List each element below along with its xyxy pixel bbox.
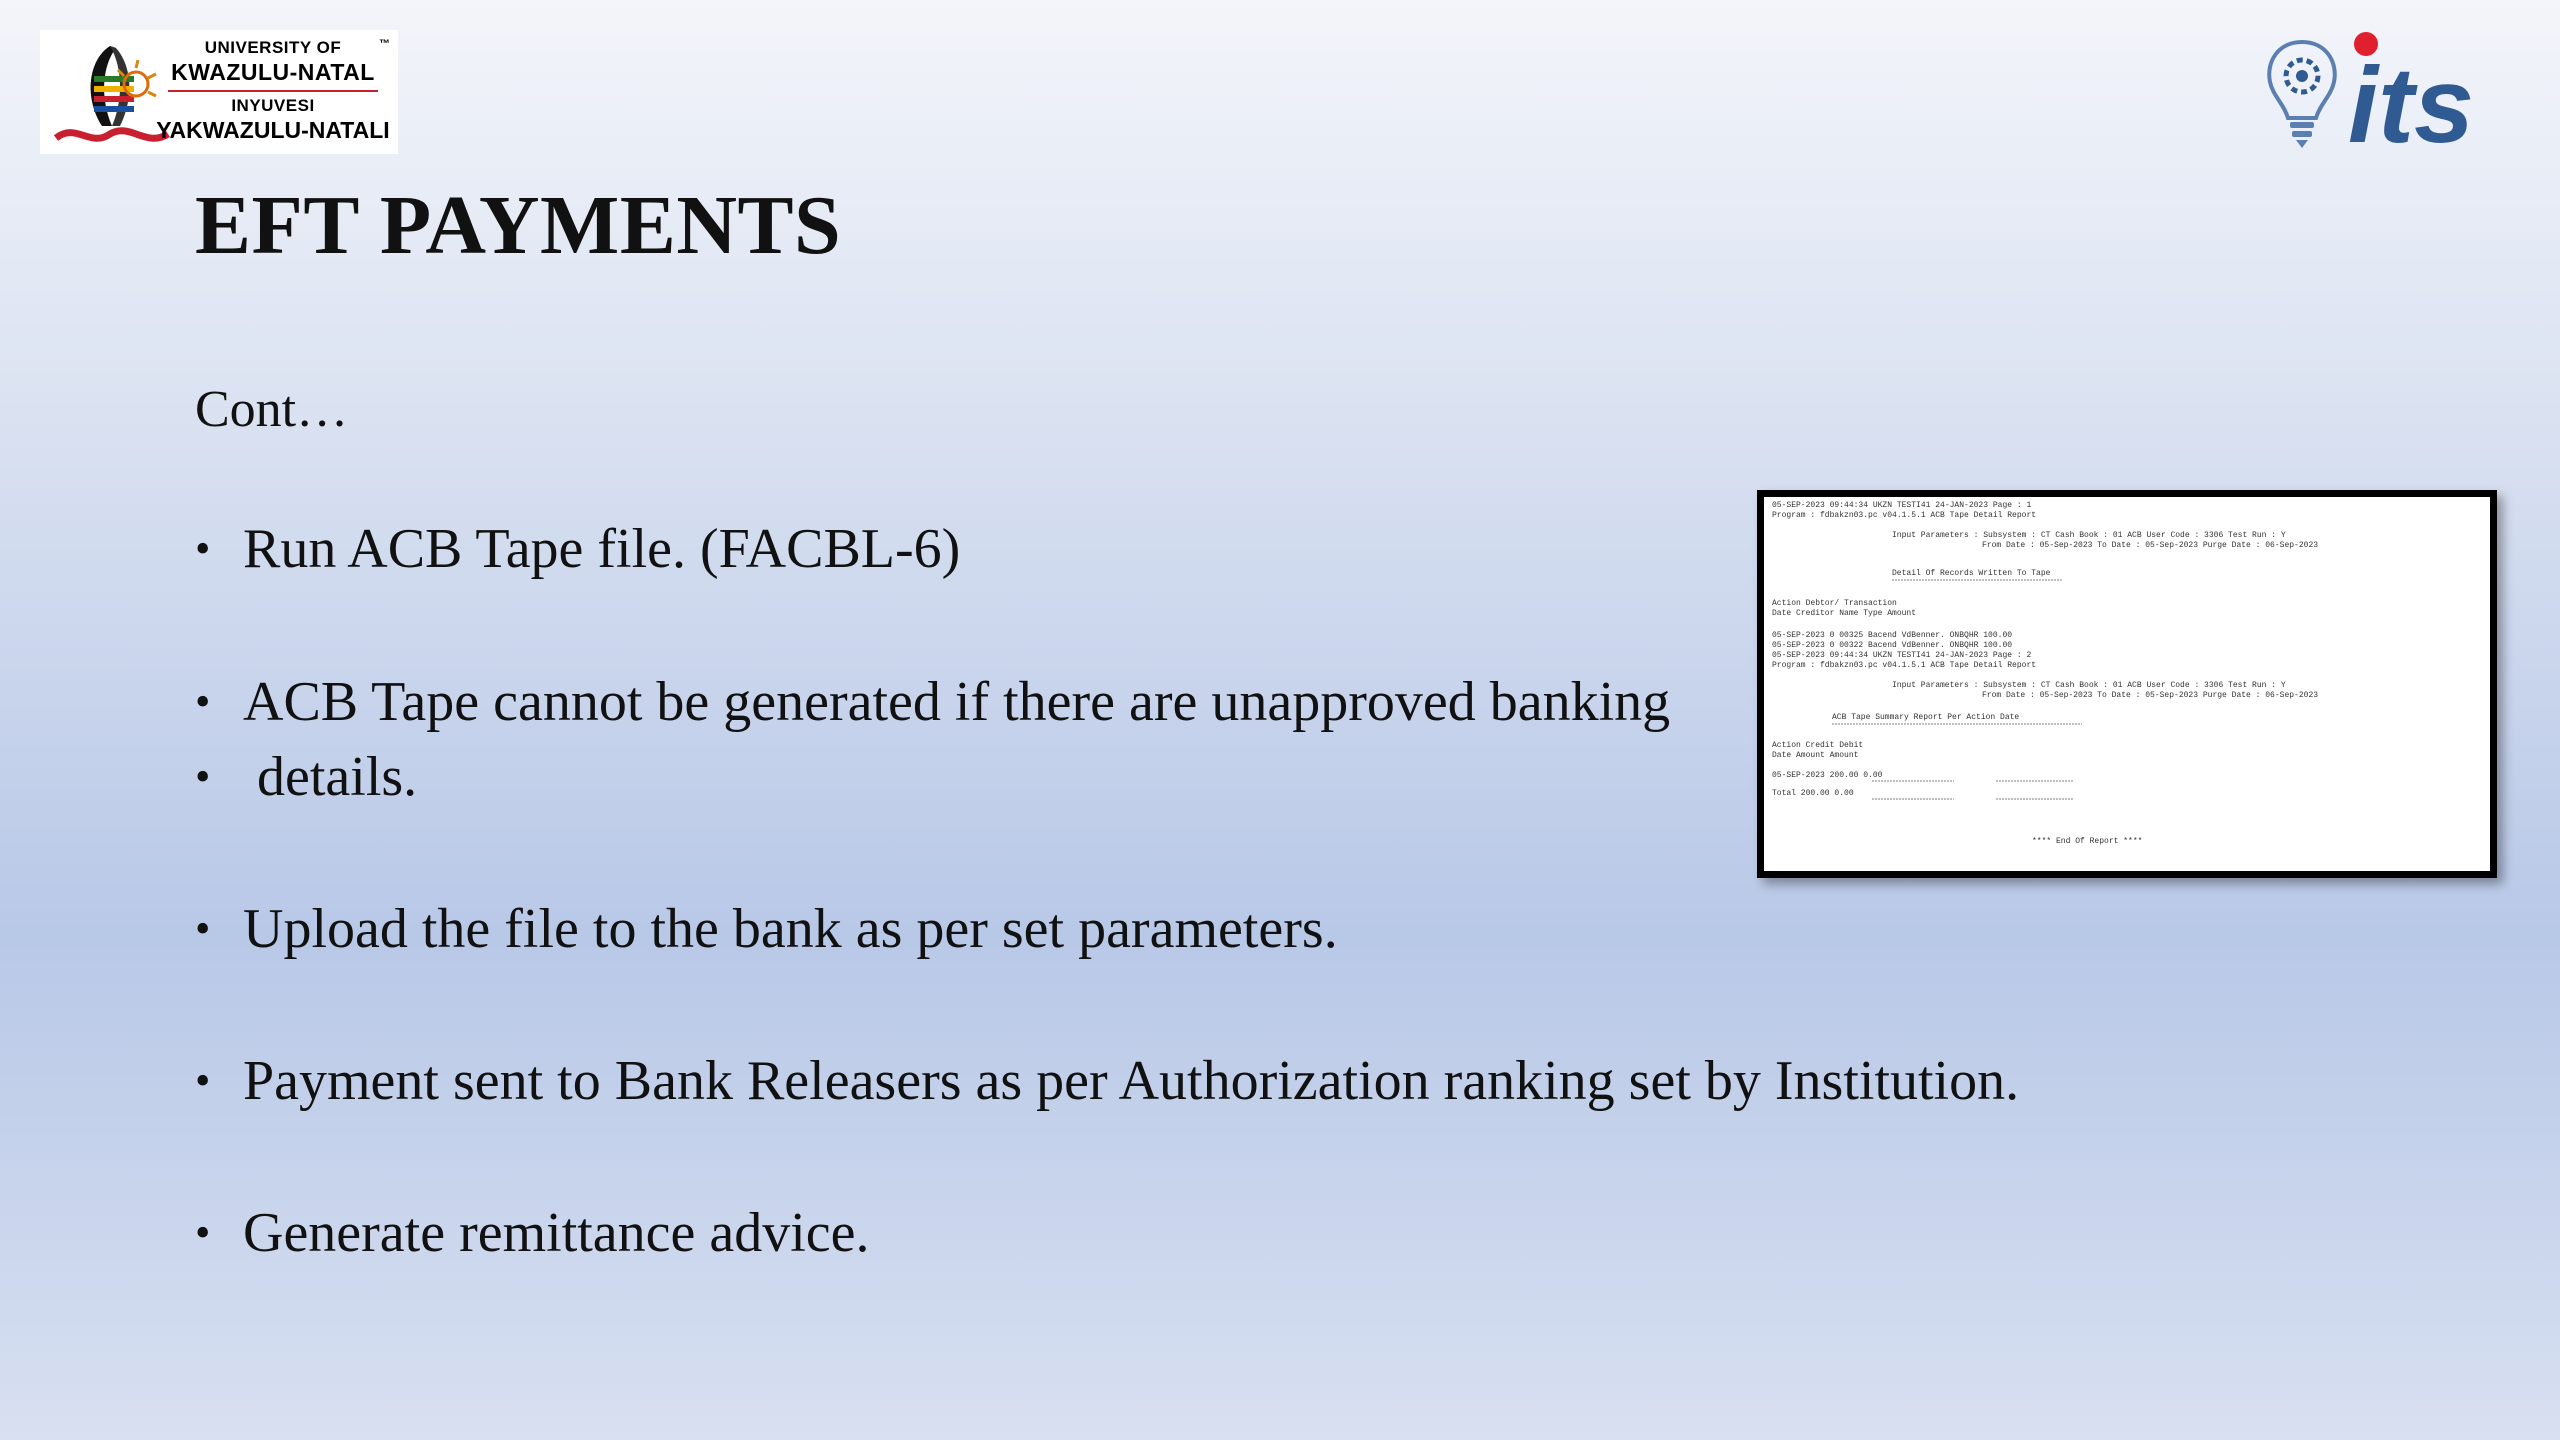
ukzn-line1: UNIVERSITY OF xyxy=(204,38,342,57)
report-line: 05-SEP-2023 0 00325 Bacend VdBenner. ONBQHR 100.00 xyxy=(1772,631,2013,640)
bullet-text: Payment sent to Bank Releasers as per Authorization ranking set by Institution. xyxy=(243,1050,2020,1112)
bullet-dot: • xyxy=(195,904,211,953)
ukzn-line4: YAKWAZULU-NATALI xyxy=(156,117,390,143)
report-line: Input Parameters : Subsystem : CT Cash Book : 01 ACB User Code : 3306 Test Run : Y xyxy=(1892,531,2286,540)
bullet-text: details. xyxy=(243,746,418,808)
report-line: Action Credit Debit xyxy=(1772,741,1864,750)
bullet-item xyxy=(195,1047,2019,1115)
bullet-item xyxy=(195,1199,870,1267)
report-line: 05-SEP-2023 200.00 0.00 xyxy=(1772,771,1883,780)
slide-title: EFT PAYMENTS xyxy=(195,179,842,272)
ukzn-wordmark xyxy=(150,38,396,144)
report-line: Date Creditor Name Type Amount xyxy=(1772,609,1917,618)
report-line: 05-SEP-2023 09:44:34 UKZN TESTI41 24-JAN-2023 Page : 2 xyxy=(1772,651,2032,660)
its-logo xyxy=(2262,30,2507,155)
report-line: Program : fdbakzn03.pc v04.1.5.1 ACB Tape Detail Report xyxy=(1772,661,2037,670)
bullet-dot: • xyxy=(195,1208,211,1257)
report-line: Input Parameters : Subsystem : CT Cash Book : 01 ACB User Code : 3306 Test Run : Y xyxy=(1892,681,2286,690)
ukzn-line2: KWAZULU-NATAL xyxy=(171,59,375,85)
lightbulb-gear-icon xyxy=(2269,42,2335,148)
report-line: **** End Of Report **** xyxy=(2032,837,2143,846)
bullet-dot: • xyxy=(195,524,211,573)
bullet-dot: • xyxy=(195,752,211,801)
report-line: Date Amount Amount xyxy=(1772,751,1859,760)
slide-subtitle: Cont… xyxy=(195,381,349,438)
report-line: 05-SEP-2023 09:44:34 UKZN TESTI41 24-JAN-2023 Page : 1 xyxy=(1772,501,2032,510)
report-line: 05-SEP-2023 0 00322 Bacend VdBenner. ONBQHR 100.00 xyxy=(1772,641,2013,650)
bullet-text: Upload the file to the bank as per set parameters. xyxy=(243,898,1338,960)
bullet-text: Run ACB Tape file. (FACBL-6) xyxy=(243,518,961,580)
report-line: ACB Tape Summary Report Per Action Date xyxy=(1832,713,2020,722)
bullet-text: Generate remittance advice. xyxy=(243,1202,870,1264)
acb-tape-report-image xyxy=(1757,490,2497,878)
report-line: From Date : 05-Sep-2023 To Date : 05-Sep-2023 Purge Date : 06-Sep-2023 xyxy=(1982,541,2319,550)
report-line: Detail Of Records Written To Tape xyxy=(1892,569,2051,578)
bullet-dot: • xyxy=(195,677,211,726)
bullet-dot: • xyxy=(195,1056,211,1105)
report-line: From Date : 05-Sep-2023 To Date : 05-Sep-2023 Purge Date : 06-Sep-2023 xyxy=(1982,691,2319,700)
report-line: Program : fdbakzn03.pc v04.1.5.1 ACB Tape Detail Report xyxy=(1772,511,2037,520)
bullet-item xyxy=(195,668,1670,736)
ukzn-logo xyxy=(40,30,398,154)
ukzn-divider xyxy=(168,90,378,92)
bullet-item xyxy=(195,515,960,583)
its-wordmark: its xyxy=(2348,44,2475,155)
report-line: Total 200.00 0.00 xyxy=(1772,789,1854,798)
report-text-canvas xyxy=(1764,497,2490,871)
bullet-item xyxy=(195,743,417,811)
ukzn-line3: INYUVESI xyxy=(231,96,315,115)
bullet-item xyxy=(195,895,1338,963)
report-line: Action Debtor/ Transaction xyxy=(1772,599,1897,608)
ukzn-trademark: ™ xyxy=(379,38,390,50)
bullet-text: ACB Tape cannot be generated if there are unapproved banking xyxy=(243,671,1671,733)
